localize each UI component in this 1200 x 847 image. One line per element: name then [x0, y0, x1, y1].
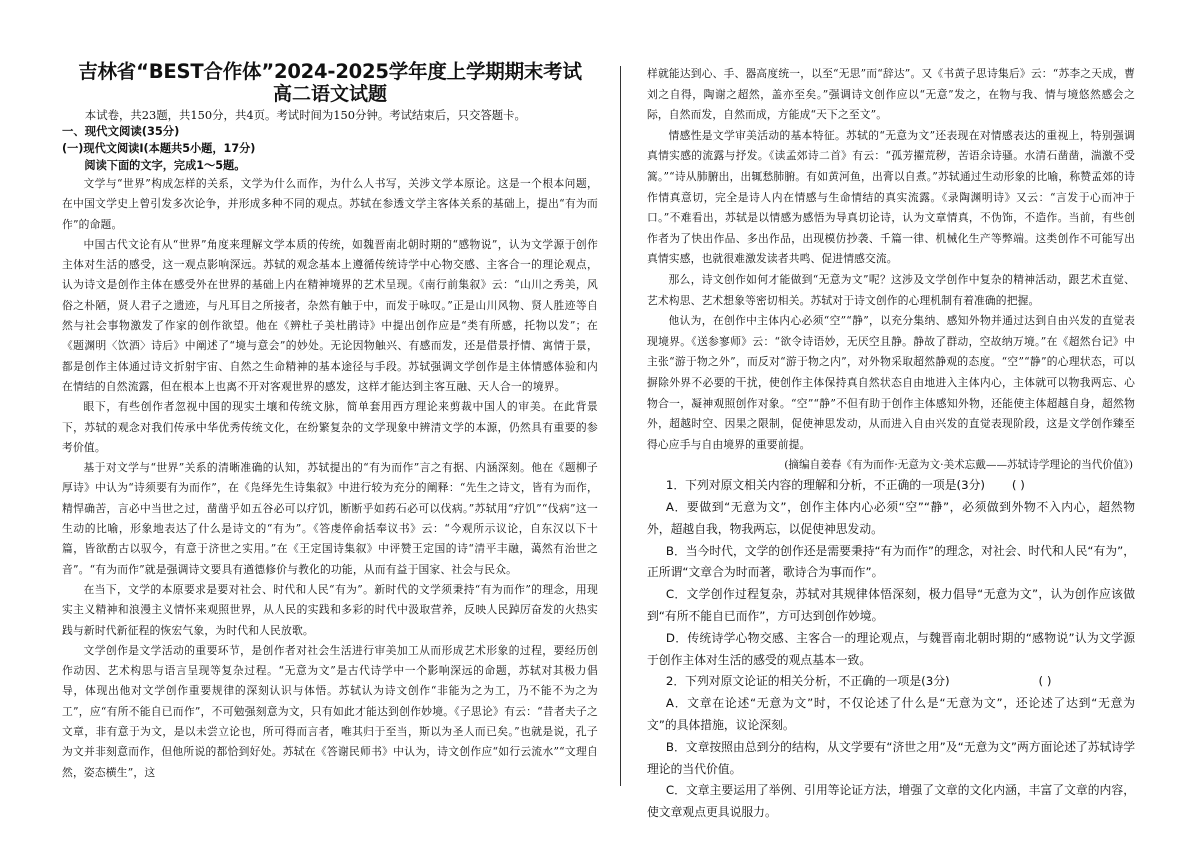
question-1-option-b: B．当今时代，文学的创作还是需要秉持“有为而作”的理念，对社会、时代和人民“有为”，正所谓“文章合为时而著，歌诗合为事而作”。 — [647, 543, 1135, 580]
article-paragraph: 基于对文学与“世界”关系的清晰准确的认知，苏轼提出的“有为而作”言之有据、内涵深刻。他在《题柳子厚诗》中认为“诗须要有为而作”，在《凫绎先生诗集叙》中进行较为充分的阐释：“先生之诗文，皆有为而作，精悍确苦，言必中当世之过，凿凿乎如五谷必可以疗饥，断断乎如药石必可以伐病。”苏轼用“疗饥”“伐病”这一生动的比喻，形象地表达了什么是诗文的“有为”。《答虔倅俞括奉议书》云：“今观所示议论，自东汉以下十篇，皆欲酌古以驭今，有意于济世之实用。”在《王定国诗集叙》中评赞王定国的诗“清平丰融，蔼然有治世之音”。“有为而作”就是强调诗文要具有遒德修价与教化的功能，从而有益于国家、社会与民众。 — [62, 461, 598, 576]
article-paragraph: 文学创作是文学活动的重要环节，是创作者对社会生活进行审美加工从而形成艺术形象的过程，要经历创作动因、艺术构思与语言呈现等复杂过程。“无意为文”是古代诗学中一个影响深远的命题，苏轼对其极力倡导，体现出他对文学创作重要规律的深刻认识与体悟。苏轼认为诗文创作“非能为之为工，乃不能不为之为工”，应“有所不能自已而作”，不可勉强刻意为文，只有如此才能达到创作妙境。《子思论》有云：“昔者夫子之文章，非有意于为文，是以未尝立论也，所可得而言者，唯其归于至当，斯以为圣人而已矣。”也就是说，孔子为文并非刻意而作，但他所说的都恰到好处。苏轼在《答谢民师书》中认为，诗文创作应“如行云流水”“文理自然，姿态横生”，这 — [62, 643, 598, 779]
question-1-option-c: C．文学创作过程复杂，苏轼对其规律体悟深刻，极力倡导“无意为文”，认为创作应该做到“有所不能自已而作”，方可达到创作妙境。 — [647, 587, 1135, 624]
question-2-text: 2．下列对原文论证的相关分析，不正确的一项是(3分) — [665, 674, 950, 689]
exam-notice: 本试卷，共23题，共150分，共4页。考试时间为150分钟。考试结束后，只交答题卡。 — [84, 108, 526, 122]
exam-title: 吉林省“BEST合作体”2024-2025学年度上学期期末考试 — [78, 60, 582, 83]
exam-subtitle: 高二语文试题 — [272, 83, 387, 105]
question-2-option-a: A．文章在论述“无意为文”时，不仅论述了什么是“无意为文”，还论述了达到“无意为文”的具体措施，议论深刻。 — [647, 696, 1135, 733]
question-2-stem — [647, 671, 1135, 693]
article-source: (摘编自姜春《有为而作·无意为文·美术忘戴——苏轼诗学理论的当代价值》) — [784, 459, 1133, 472]
right-column — [647, 64, 1135, 824]
article-paragraph: 他认为，在创作中主体内心必须“空”“静”，以充分集纳、感知外物并通过达到自由兴发的直觉表现境界。《送参寥师》云：“欲令诗语妙，无厌空且静。静故了群动，空故纳万境。”在《超然台记》中主张“游于物之外”，而反对“游于物之内”，对外物采取超然静观的态度。“空”“静”的心理状态，可以摒除外界不必要的干扰，使创作主体保持真自然状态自由地进入主体内心，主体就可以物我两忘、心物合一，凝神观照创作对象。“空”“静”不但有助于创作主体感知外物，还能使主体超越自身，超然物外，超越时空、因果之限制，促使神思发动，从而进入自由兴发的直觉表现阶段，这是文学创作臻至得心应手与自由境界的重要前提。 — [647, 314, 1135, 451]
question-2-option-c: C．文章主要运用了举例、引用等论证方法，增强了文章的文化内涵，丰富了文章的内容，使文章观点更具说服力。 — [647, 783, 1135, 820]
question-1-stem — [647, 475, 1135, 497]
article-paragraph: 文学与“世界”构成怎样的关系，文学为什么而作，为什么人书写，关涉文学本原论。这是一个根本问题，在中国文学史上曾引发多次论争，并形成多种不同的观点。苏轼在参透文学主客体关系的基础上，提出“有为而作”的命题。 — [62, 177, 598, 231]
reading-instruction: 阅读下面的文字，完成1～5题。 — [84, 159, 246, 172]
question-1-text: 1．下列对原文相关内容的理解和分析，不正确的一项是(3分) — [665, 478, 986, 493]
section-heading: 一、现代文阅读(35分) — [62, 124, 180, 138]
article-paragraph: 在当下，文学的本原要求是要对社会、时代和人民“有为”。新时代的文学须秉持“有为而作”的理念，用现实主义精神和浪漫主义情怀来观照世界，从人民的实践和多彩的时代中汲取营养，反映人民踔厉奋发的火热实践与新时代新征程的恢宏气象，为时代和人民放歌。 — [62, 582, 598, 637]
article-paragraph: 中国古代文论有从“世界”角度来理解文学本质的传统，如魏晋南北朝时期的“感物说”，认为文学源于创作主体对生活的感受，这一观点影响深远。苏轼的观念基本上遵循传统诗学中心物交感、主客合一的理论观点，认为诗文是创作主体在感受外在世界的基础上内在精神境界的艺术呈现。《南行前集叙》云：“山川之秀美，风俗之朴陋，贤人君子之遗迹，与凡耳目之所接者，杂然有触于中，而发于咏叹。”正是山川风物、贤人胜迹等自然与社会事物激发了作家的创作欲望。他在《辨杜子美杜鹃诗》中提出创作应是“类有所感，托物以发”；在《题渊明〈饮酒〉诗后》中阐述了“境与意会”的妙处。无论因物触兴、有感而发，还是借景抒情、寓情于景，都是创作主体通过诗文折射宇宙、自然之生命精神的基本途径与手段。苏轼强调文学创作是主体情感体验和内在情结的自然流露，但在根本上也离不开对客观世界的感发，这样才能达到主客互融、天人合一的境界。 — [62, 237, 598, 393]
article-paragraph: 情感性是文学审美活动的基本特征。苏轼的“无意为文”还表现在对情感表达的重视上，特别强调真情实感的流露与抒发。《读孟郊诗二首》有云：“孤芳擢荒秽，苦语余诗骚。水清石凿凿，湍激不受篙。”“诗从肺腑出，出辄愁肺腑。有如黄河鱼，出膏以自煮。”苏轼通过生动形象的比喻，称赞孟郊的诗作情真意切，完全是诗人内在情感与生命情结的真实流露。《录陶渊明诗》又云：“言发于心而冲于口。”不难看出，苏轼是以情感为感悟为导真切论诗，认为文章情真，不伪饰，不造作。当前，有些创作者为了快出作品、多出作品，出现模仿抄袭、千篇一律、机械化生产等弊端。这类创作不可能写出真情实感，也就很难激发读者共鸣、促进情感交流。 — [647, 128, 1135, 266]
question-1-option-d: D．传统诗学心物交感、主客合一的理论观点，与魏晋南北朝时期的“感物说”认为文学源于创作主体对生活的感受的观点基本一致。 — [647, 630, 1135, 667]
article-paragraph: 眼下，有些创作者忽视中国的现实土壤和传统文脉，简单套用西方理论来剪裁中国人的审美。在此背景下，苏轼的观念对我们传承中华优秀传统文化，在纷繁复杂的文学现象中辨清文学的本源，仍然具有重要的参考价值。 — [62, 400, 598, 454]
question-1-answer-blank: ( ) — [1011, 478, 1025, 493]
question-2-option-b: B．文章按照由总到分的结构，从文学要有“济世之用”及“无意为文”两方面论述了苏轼诗学理论的当代价值。 — [647, 739, 1135, 776]
question-1-option-a: A．要做到“无意为文”，创作主体内心必须“空”“静”，必须做到外物不入内心，超然物外，超越自我，物我两忘，以促使神思发动。 — [647, 500, 1135, 536]
left-column — [62, 60, 598, 783]
article-paragraph: 那么，诗文创作如何才能做到“无意为文”呢？这涉及文学创作中复杂的精神活动，跟艺术直觉、艺术构思、艺术想象等密切相关。苏轼对于诗文创作的心理机制有着准确的把握。 — [647, 272, 1135, 307]
question-2-answer-blank: ( ) — [1038, 674, 1052, 689]
column-divider — [620, 66, 621, 786]
article-paragraph-continued: 样就能达到心、手、器高度统一，以至“无思”而“辞达”。又《书黄子思诗集后》云：“苏李之天成，曹刘之自得，陶谢之超然，盖亦至矣。”强调诗文创作应以“无意”发之，在物与我、情与境悠然感会之际，自然而发，自然而成，方能成“天下之至文”。 — [647, 67, 1135, 122]
subsection-heading: (一)现代文阅读Ⅰ(本题共5小题，17分) — [62, 142, 256, 155]
